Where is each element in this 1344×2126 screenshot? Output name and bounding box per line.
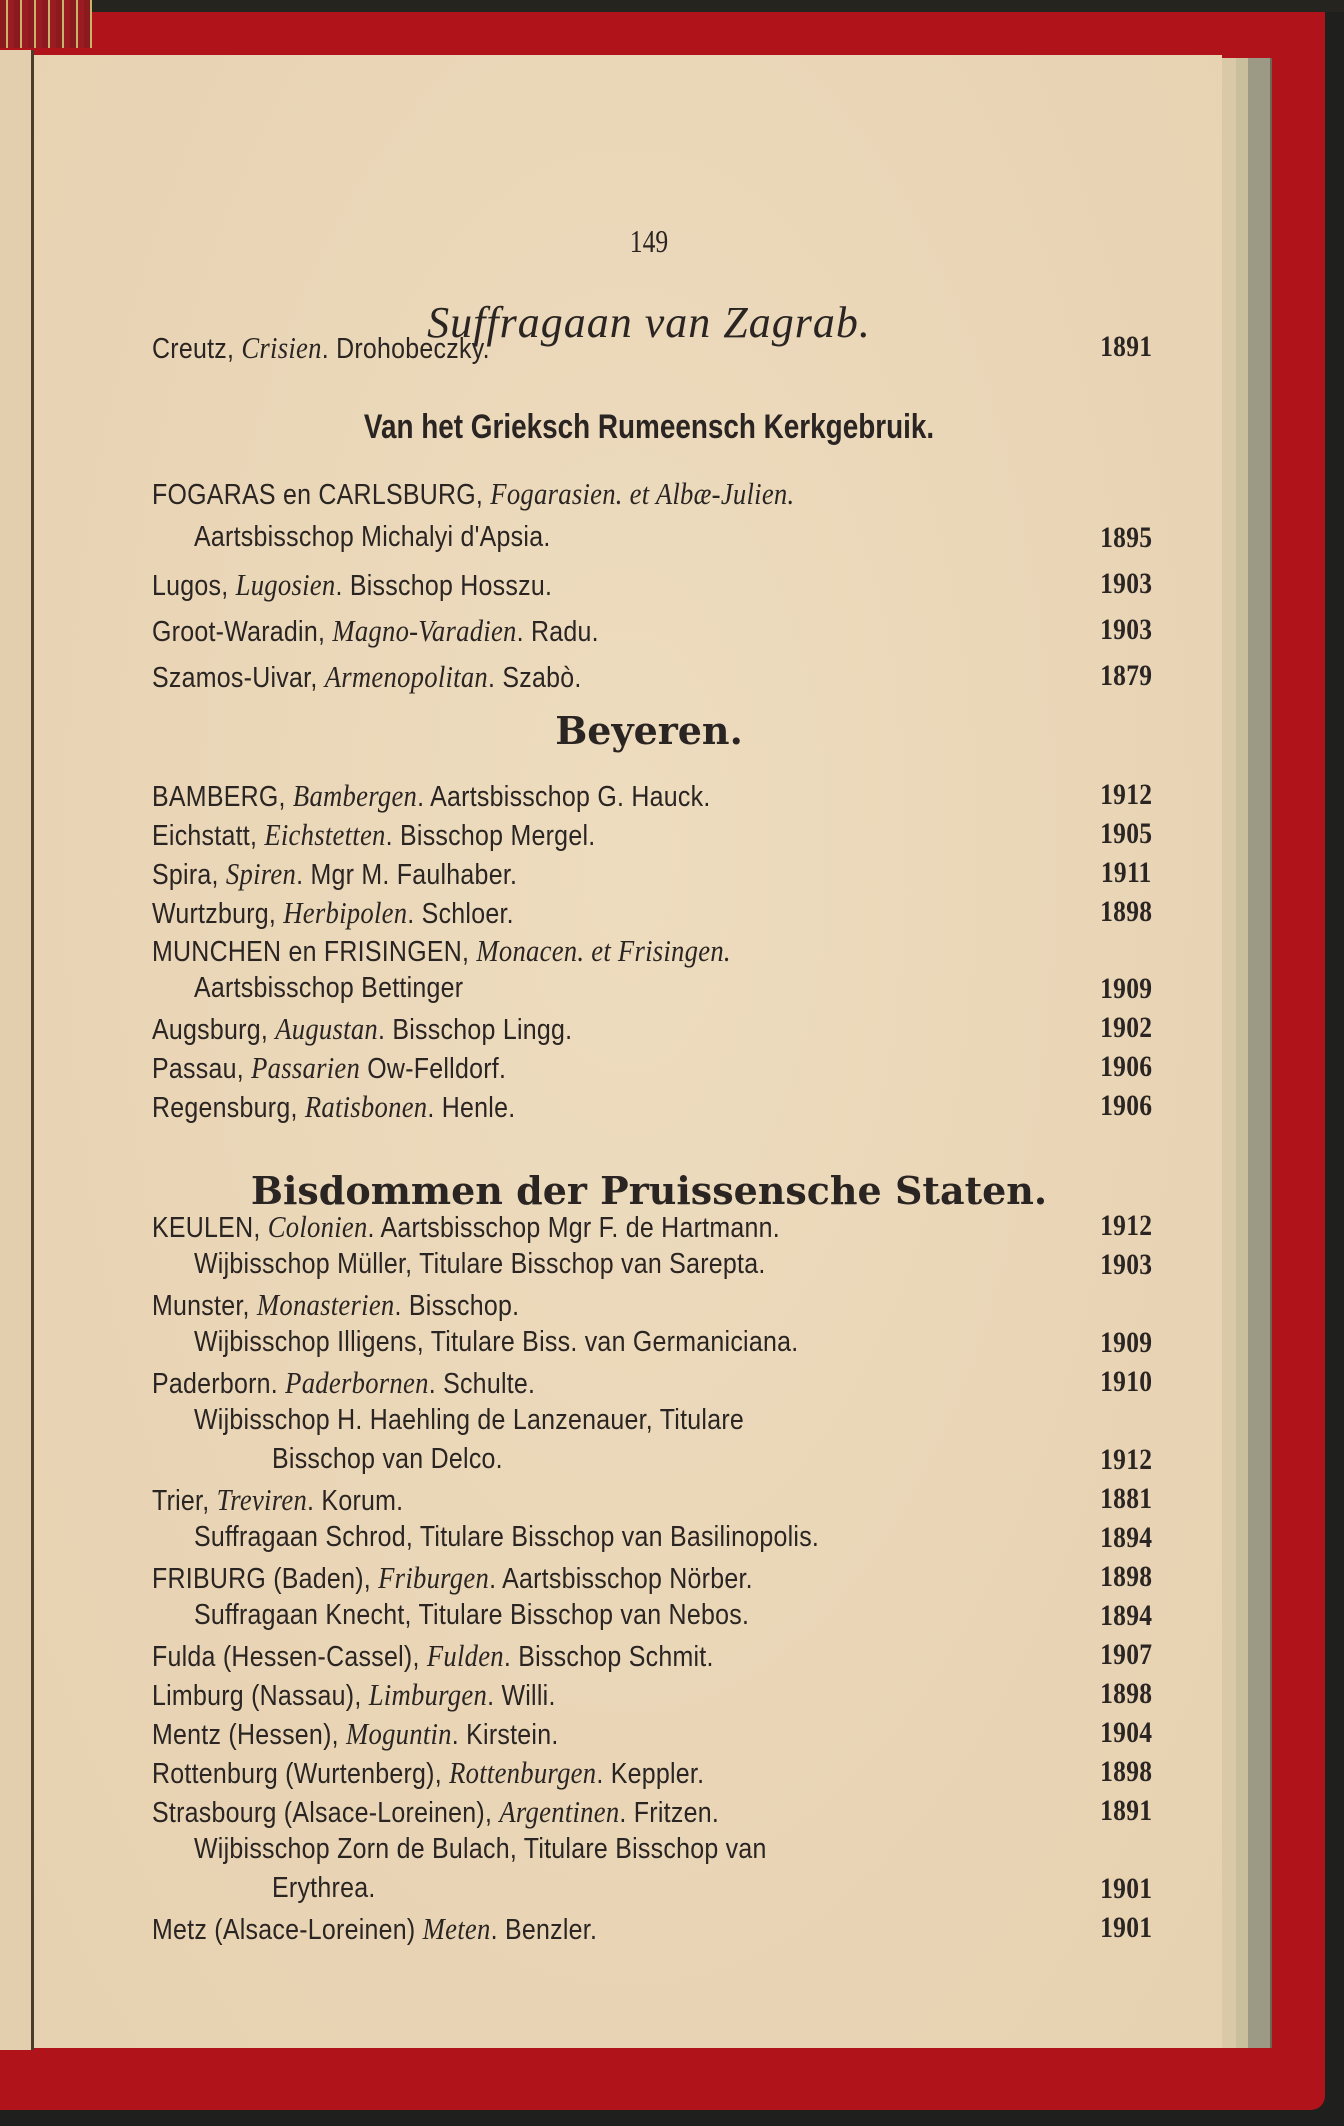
entry-year: 1879: [1099, 659, 1152, 692]
entry-text: [194, 1404, 744, 1437]
diocese-entry: [152, 1209, 1152, 1249]
diocese-entry: [152, 817, 1152, 857]
page-number: 149: [629, 223, 669, 259]
diocese-entry: [152, 1677, 1152, 1717]
entry-part: Ow-Felldorf.: [360, 1053, 507, 1085]
diocese-entry: [152, 1560, 1152, 1600]
diocese-entry: [152, 659, 1152, 699]
entry-year: 1894: [1099, 1521, 1152, 1554]
diocese-entry: [152, 778, 1152, 818]
latin-name: Limburgen: [368, 1677, 488, 1712]
entry-text: [152, 817, 595, 853]
latin-name: Moguntin: [346, 1716, 452, 1751]
entry-part: Rottenburg (Wurtenberg),: [152, 1758, 450, 1790]
entry-part: . Kirstein.: [451, 1719, 559, 1751]
entry-year: 1906: [1099, 1050, 1152, 1083]
entry-part: . Radu.: [516, 616, 599, 648]
entry-part: Aartsbisschop Michalyi d'Apsia.: [194, 521, 551, 553]
entry-text: [194, 1833, 767, 1866]
diocese-entry: [152, 1638, 1152, 1678]
entry-text: [152, 1560, 753, 1596]
entry-text: [194, 1599, 749, 1632]
entry-part: . Schulte.: [428, 1368, 536, 1400]
entry-year: 1898: [1099, 1560, 1152, 1593]
entry-part: Spira,: [152, 859, 226, 891]
entry-text: [152, 1209, 780, 1245]
diocese-entry: [152, 1755, 1152, 1795]
latin-name: Armenopolitan: [324, 659, 489, 694]
left-page-edge: [0, 50, 32, 2050]
diocese-entry: [152, 1011, 1152, 1051]
latin-name: Monacen. et Frisingen.: [476, 933, 731, 968]
diocese-entry: [152, 1911, 1152, 1951]
entry-text: [152, 856, 517, 892]
latin-name: Spiren: [225, 856, 297, 891]
diocese-entry: [152, 1716, 1152, 1756]
entry-text: [152, 1365, 535, 1401]
entry-year: 1910: [1099, 1365, 1152, 1398]
diocese-entry: [152, 1248, 1152, 1288]
diocese-entry: [152, 856, 1152, 896]
entry-part: Limburg (Nassau),: [152, 1680, 369, 1712]
entry-part: Paderborn.: [152, 1368, 286, 1400]
entry-text: [272, 1872, 376, 1905]
entry-part: Augsburg,: [152, 1014, 276, 1046]
section-heading: Van het Grieksch Rumeensch Kerkgebruik.: [363, 408, 935, 446]
entry-part: Creutz,: [152, 333, 242, 365]
latin-name: Augustan: [275, 1011, 378, 1046]
entry-year: 1907: [1099, 1638, 1152, 1671]
entry-part: Wijbisschop Zorn de Bulach, Titulare Bisschop van: [194, 1833, 767, 1865]
entry-part: Erythrea.: [272, 1872, 376, 1904]
entry-text: [152, 1716, 559, 1752]
entry-part: Eichstatt,: [152, 820, 265, 852]
entry-year: 1909: [1099, 972, 1152, 1005]
entry-year: 1903: [1099, 567, 1152, 600]
entry-part: . Fritzen.: [619, 1797, 720, 1829]
entry-part: Szamos-Uivar,: [152, 662, 325, 694]
entry-part: Munster,: [152, 1290, 257, 1322]
entry-text: [194, 972, 463, 1005]
entry-part: . Bisschop Schmit.: [503, 1641, 714, 1673]
entry-text: [152, 1287, 519, 1323]
entry-text: [152, 933, 731, 969]
latin-name: Lugosien: [235, 567, 336, 602]
latin-name: Bambergen: [292, 778, 418, 813]
entry-year: 1895: [1099, 521, 1152, 554]
latin-name: Eichstetten: [264, 817, 386, 852]
latin-name: Passarien: [251, 1050, 361, 1085]
diocese-entry: [152, 1089, 1152, 1129]
entry-text: [152, 1677, 556, 1713]
entry-year: 1881: [1099, 1482, 1152, 1515]
entry-text: [152, 1011, 572, 1047]
entry-part: . Benzler.: [490, 1914, 598, 1946]
diocese-entry: [152, 567, 1152, 607]
entry-text: [152, 476, 794, 512]
entry-year: 1904: [1099, 1716, 1152, 1749]
entry-part: Bisschop van Delco.: [272, 1443, 503, 1475]
entry-text: [152, 330, 490, 366]
entry-part: . Szabò.: [488, 662, 582, 694]
entry-part: Metz (Alsace-Loreinen): [152, 1914, 423, 1946]
entry-part: Aartsbisschop Bettinger: [194, 972, 464, 1004]
entry-part: Regensburg,: [152, 1092, 305, 1124]
section-heading: Bisdommen der Pruissensche Staten.: [250, 1168, 1048, 1213]
entry-part: MUNCHEN en FRISINGEN,: [152, 936, 477, 968]
entry-part: Mentz (Hessen),: [152, 1719, 347, 1751]
diocese-entry: [152, 1833, 1152, 1873]
entry-part: Trier,: [152, 1485, 217, 1517]
entry-text: [152, 1911, 597, 1947]
entry-year: 1898: [1099, 895, 1152, 928]
latin-name: Friburgen: [378, 1560, 490, 1595]
diocese-entry: [152, 1404, 1152, 1444]
diocese-entry: [152, 613, 1152, 653]
diocese-entry: [152, 1521, 1152, 1561]
entry-text: [152, 1050, 506, 1086]
entry-text: [152, 1794, 719, 1830]
entry-part: Wurtzburg,: [152, 898, 284, 930]
latin-name: Rottenburgen: [449, 1755, 597, 1790]
diocese-entry: [152, 933, 1152, 973]
entry-part: Wijbisschop Illigens, Titulare Biss. van Germaniciana.: [194, 1326, 799, 1358]
entry-part: . Bisschop Mergel.: [385, 820, 596, 852]
entry-part: Fulda (Hessen-Cassel),: [152, 1641, 427, 1673]
section-heading: Beyeren.: [555, 708, 743, 753]
entry-part: . Aartsbisschop G. Hauck.: [417, 781, 711, 813]
entry-text: [194, 1326, 798, 1359]
diocese-entry: [152, 476, 1152, 516]
latin-name: Herbipolen: [283, 895, 408, 930]
entry-part: . Schloer.: [407, 898, 514, 930]
latin-name: Fulden: [426, 1638, 504, 1673]
entry-part: . Korum.: [307, 1485, 404, 1517]
entry-part: Suffragaan Knecht, Titulare Bisschop van Nebos.: [194, 1599, 750, 1631]
diocese-entry: [152, 330, 1152, 370]
entry-year: 1898: [1099, 1677, 1152, 1710]
diocese-entry: [152, 1872, 1152, 1912]
entry-year: 1909: [1099, 1326, 1152, 1359]
latin-name: Colonien: [267, 1209, 368, 1244]
page-title: Suffragaan van Zagrab.: [427, 298, 871, 347]
entry-text: [152, 895, 514, 931]
latin-name: Treviren: [216, 1482, 308, 1517]
entry-part: Groot-Waradin,: [152, 616, 333, 648]
entry-year: 1894: [1099, 1599, 1152, 1632]
entry-text: [152, 1482, 403, 1518]
entry-text: [272, 1443, 503, 1476]
entry-part: . Bisschop Lingg.: [377, 1014, 573, 1046]
latin-name: Ratisbonen: [304, 1089, 428, 1124]
diocese-entry: [152, 1794, 1152, 1834]
entry-part: Wijbisschop Müller, Titulare Bisschop van Sarepta.: [194, 1248, 766, 1280]
latin-name: Paderbornen: [285, 1365, 429, 1400]
page-edges: [1222, 58, 1272, 2048]
entry-part: Suffragaan Schrod, Titulare Bisschop van Basilinopolis.: [194, 1521, 820, 1553]
entry-part: . Mgr M. Faulhaber.: [296, 859, 518, 891]
diocese-entry: [152, 1365, 1152, 1405]
entry-part: . Henle.: [427, 1092, 516, 1124]
entry-year: 1891: [1099, 1794, 1152, 1827]
entry-year: 1905: [1099, 817, 1152, 850]
entry-text: [152, 1755, 704, 1791]
entry-year: 1901: [1099, 1872, 1152, 1905]
entry-year: 1891: [1099, 330, 1152, 363]
book-page: [34, 55, 1222, 2048]
entry-part: Lugos,: [152, 570, 236, 602]
entry-year: 1903: [1099, 1248, 1152, 1281]
entry-year: 1898: [1099, 1755, 1152, 1788]
entry-part: . Aartsbisschop Mgr F. de Hartmann.: [367, 1212, 780, 1244]
entry-part: BAMBERG,: [152, 781, 293, 813]
latin-name: Magno-Varadien: [332, 613, 517, 648]
entry-part: FOGARAS en CARLSBURG,: [152, 479, 491, 511]
entry-text: [152, 1638, 714, 1674]
diocese-entry: [152, 1443, 1152, 1483]
entry-part: FRIBURG (Baden),: [152, 1563, 379, 1595]
diocese-entry: [152, 1599, 1152, 1639]
entry-part: KEULEN,: [152, 1212, 268, 1244]
entry-year: 1912: [1099, 778, 1152, 811]
entry-text: [152, 659, 582, 695]
diocese-entry: [152, 1482, 1152, 1522]
diocese-entry: [152, 521, 1152, 561]
latin-name: Argentinen: [499, 1794, 620, 1829]
entry-part: . Bisschop Hosszu.: [335, 570, 553, 602]
entry-part: Passau,: [152, 1053, 252, 1085]
entry-text: [152, 567, 552, 603]
entry-year: 1912: [1099, 1209, 1152, 1242]
entry-text: [152, 1089, 515, 1125]
background: [0, 0, 1344, 12]
entry-part: . Aartsbisschop Nörber.: [489, 1563, 753, 1595]
entry-part: . Drohobeczky.: [321, 333, 490, 365]
entry-part: . Bisschop.: [394, 1290, 520, 1322]
entry-text: [194, 521, 551, 554]
entry-year: 1903: [1099, 613, 1152, 646]
latin-name: Monasterien: [256, 1287, 395, 1322]
entry-text: [152, 613, 599, 649]
latin-name: Crisien: [241, 330, 322, 365]
diocese-entry: [152, 1326, 1152, 1366]
entry-part: Strasbourg (Alsace-Loreinen),: [152, 1797, 500, 1829]
entry-year: 1911: [1101, 856, 1152, 889]
latin-name: Fogarasien. et Albæ-Julien.: [490, 476, 795, 511]
entry-part: Wijbisschop H. Haehling de Lanzenauer, Titulare: [194, 1404, 745, 1436]
entry-part: . Willi.: [487, 1680, 556, 1712]
diocese-entry: [152, 895, 1152, 935]
entry-text: [194, 1248, 766, 1281]
entry-text: [194, 1521, 819, 1554]
diocese-entry: [152, 1287, 1152, 1327]
entry-year: 1901: [1099, 1911, 1152, 1944]
latin-name: Meten: [422, 1911, 491, 1946]
diocese-entry: [152, 1050, 1152, 1090]
diocese-entry: [152, 972, 1152, 1012]
entry-part: . Keppler.: [596, 1758, 705, 1790]
headband: [0, 0, 92, 48]
entry-year: 1902: [1099, 1011, 1152, 1044]
entry-year: 1906: [1099, 1089, 1152, 1122]
entry-year: 1912: [1099, 1443, 1152, 1476]
entry-text: [152, 778, 711, 814]
